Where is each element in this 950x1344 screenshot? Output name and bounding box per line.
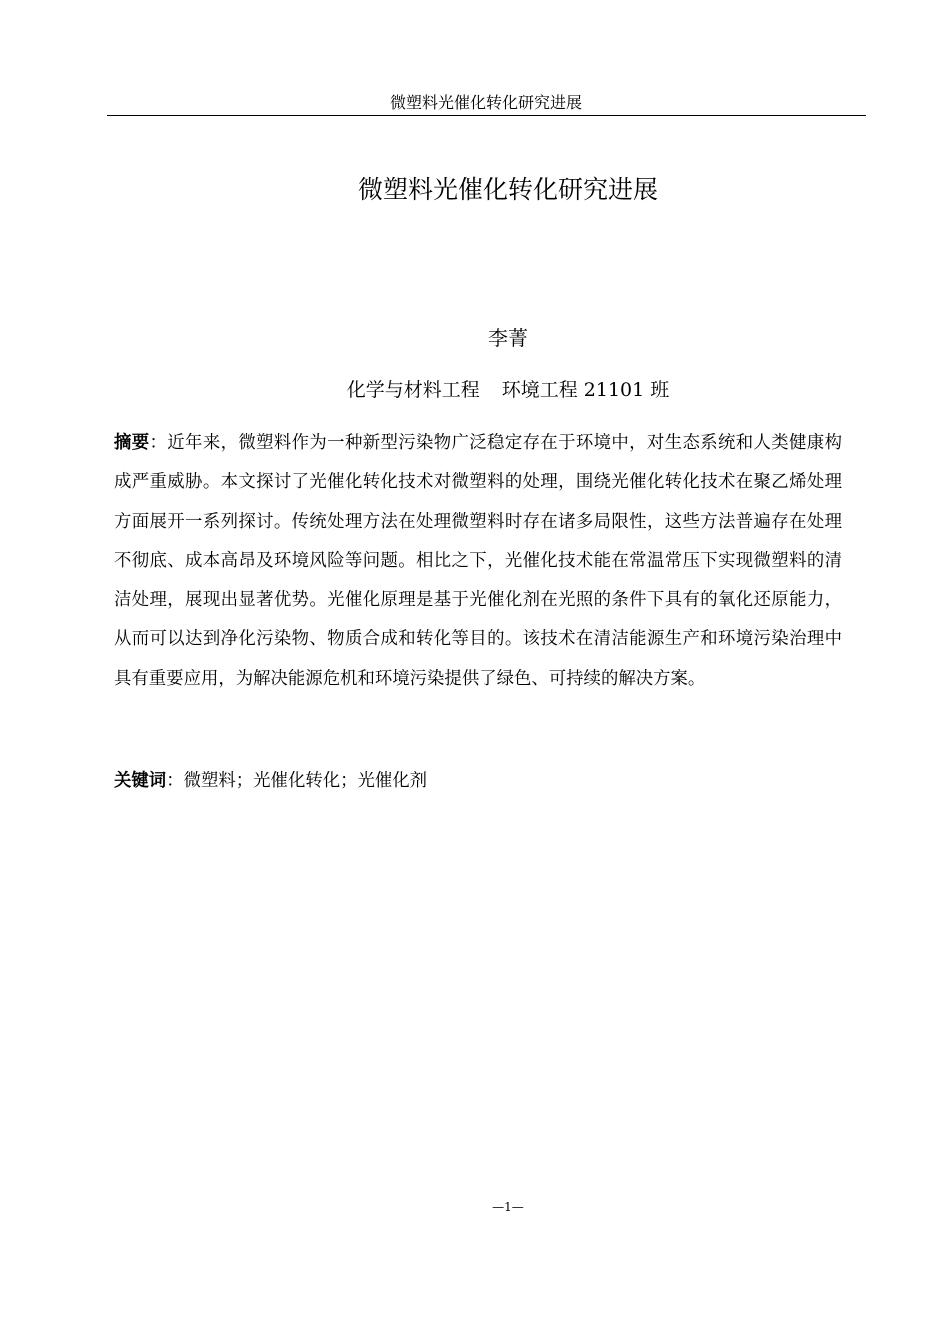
page-number: —1— [492, 1200, 524, 1214]
affiliation-class: 环境工程 21101 班 [501, 379, 670, 401]
running-header: 微塑料光催化转化研究进展 [389, 93, 582, 112]
keywords-label: 关键词 [114, 771, 167, 791]
abstract-text: 近年来，微塑料作为一种新型污染物广泛稳定存在于环境中，对生态系统和人类健康构成严重威胁。本文探讨了光催化转化技术对微塑料的处理，围绕光催化转化技术在聚乙烯处理方面展开一系列探讨。传统处理方法在处理微塑料时存在诸多局限性，这些方法普遍存在处理不彻底、成本高昂及环境风险等问题。相比之下，光催化技术能在常温常压下实现微塑料的清洁处理，展现出显著优势。光催化原理是基于光催化剂在光照的条件下具有的氧化还原能力，从而可以达到净化污染物、物质合成和转化等目的。该技术在清洁能源生产和环境污染治理中具有重要应用，为解决能源危机和环境污染提供了绿色、可持续的解决方案。 [114, 433, 842, 689]
author-affiliation [107, 376, 909, 404]
abstract-colon: ： [149, 433, 168, 453]
abstract-label: 摘要 [114, 433, 150, 453]
keywords-text: 微塑料；光催化转化；光催化剂 [183, 771, 428, 791]
abstract-paragraph [114, 424, 842, 699]
affiliation-department: 化学与材料工程 [346, 379, 480, 401]
keywords-colon: ： [166, 771, 184, 791]
document-title: 微塑料光催化转化研究进展 [357, 175, 658, 204]
author-name: 李菁 [488, 326, 528, 350]
keywords-line [114, 764, 842, 798]
header-rule [107, 115, 866, 116]
